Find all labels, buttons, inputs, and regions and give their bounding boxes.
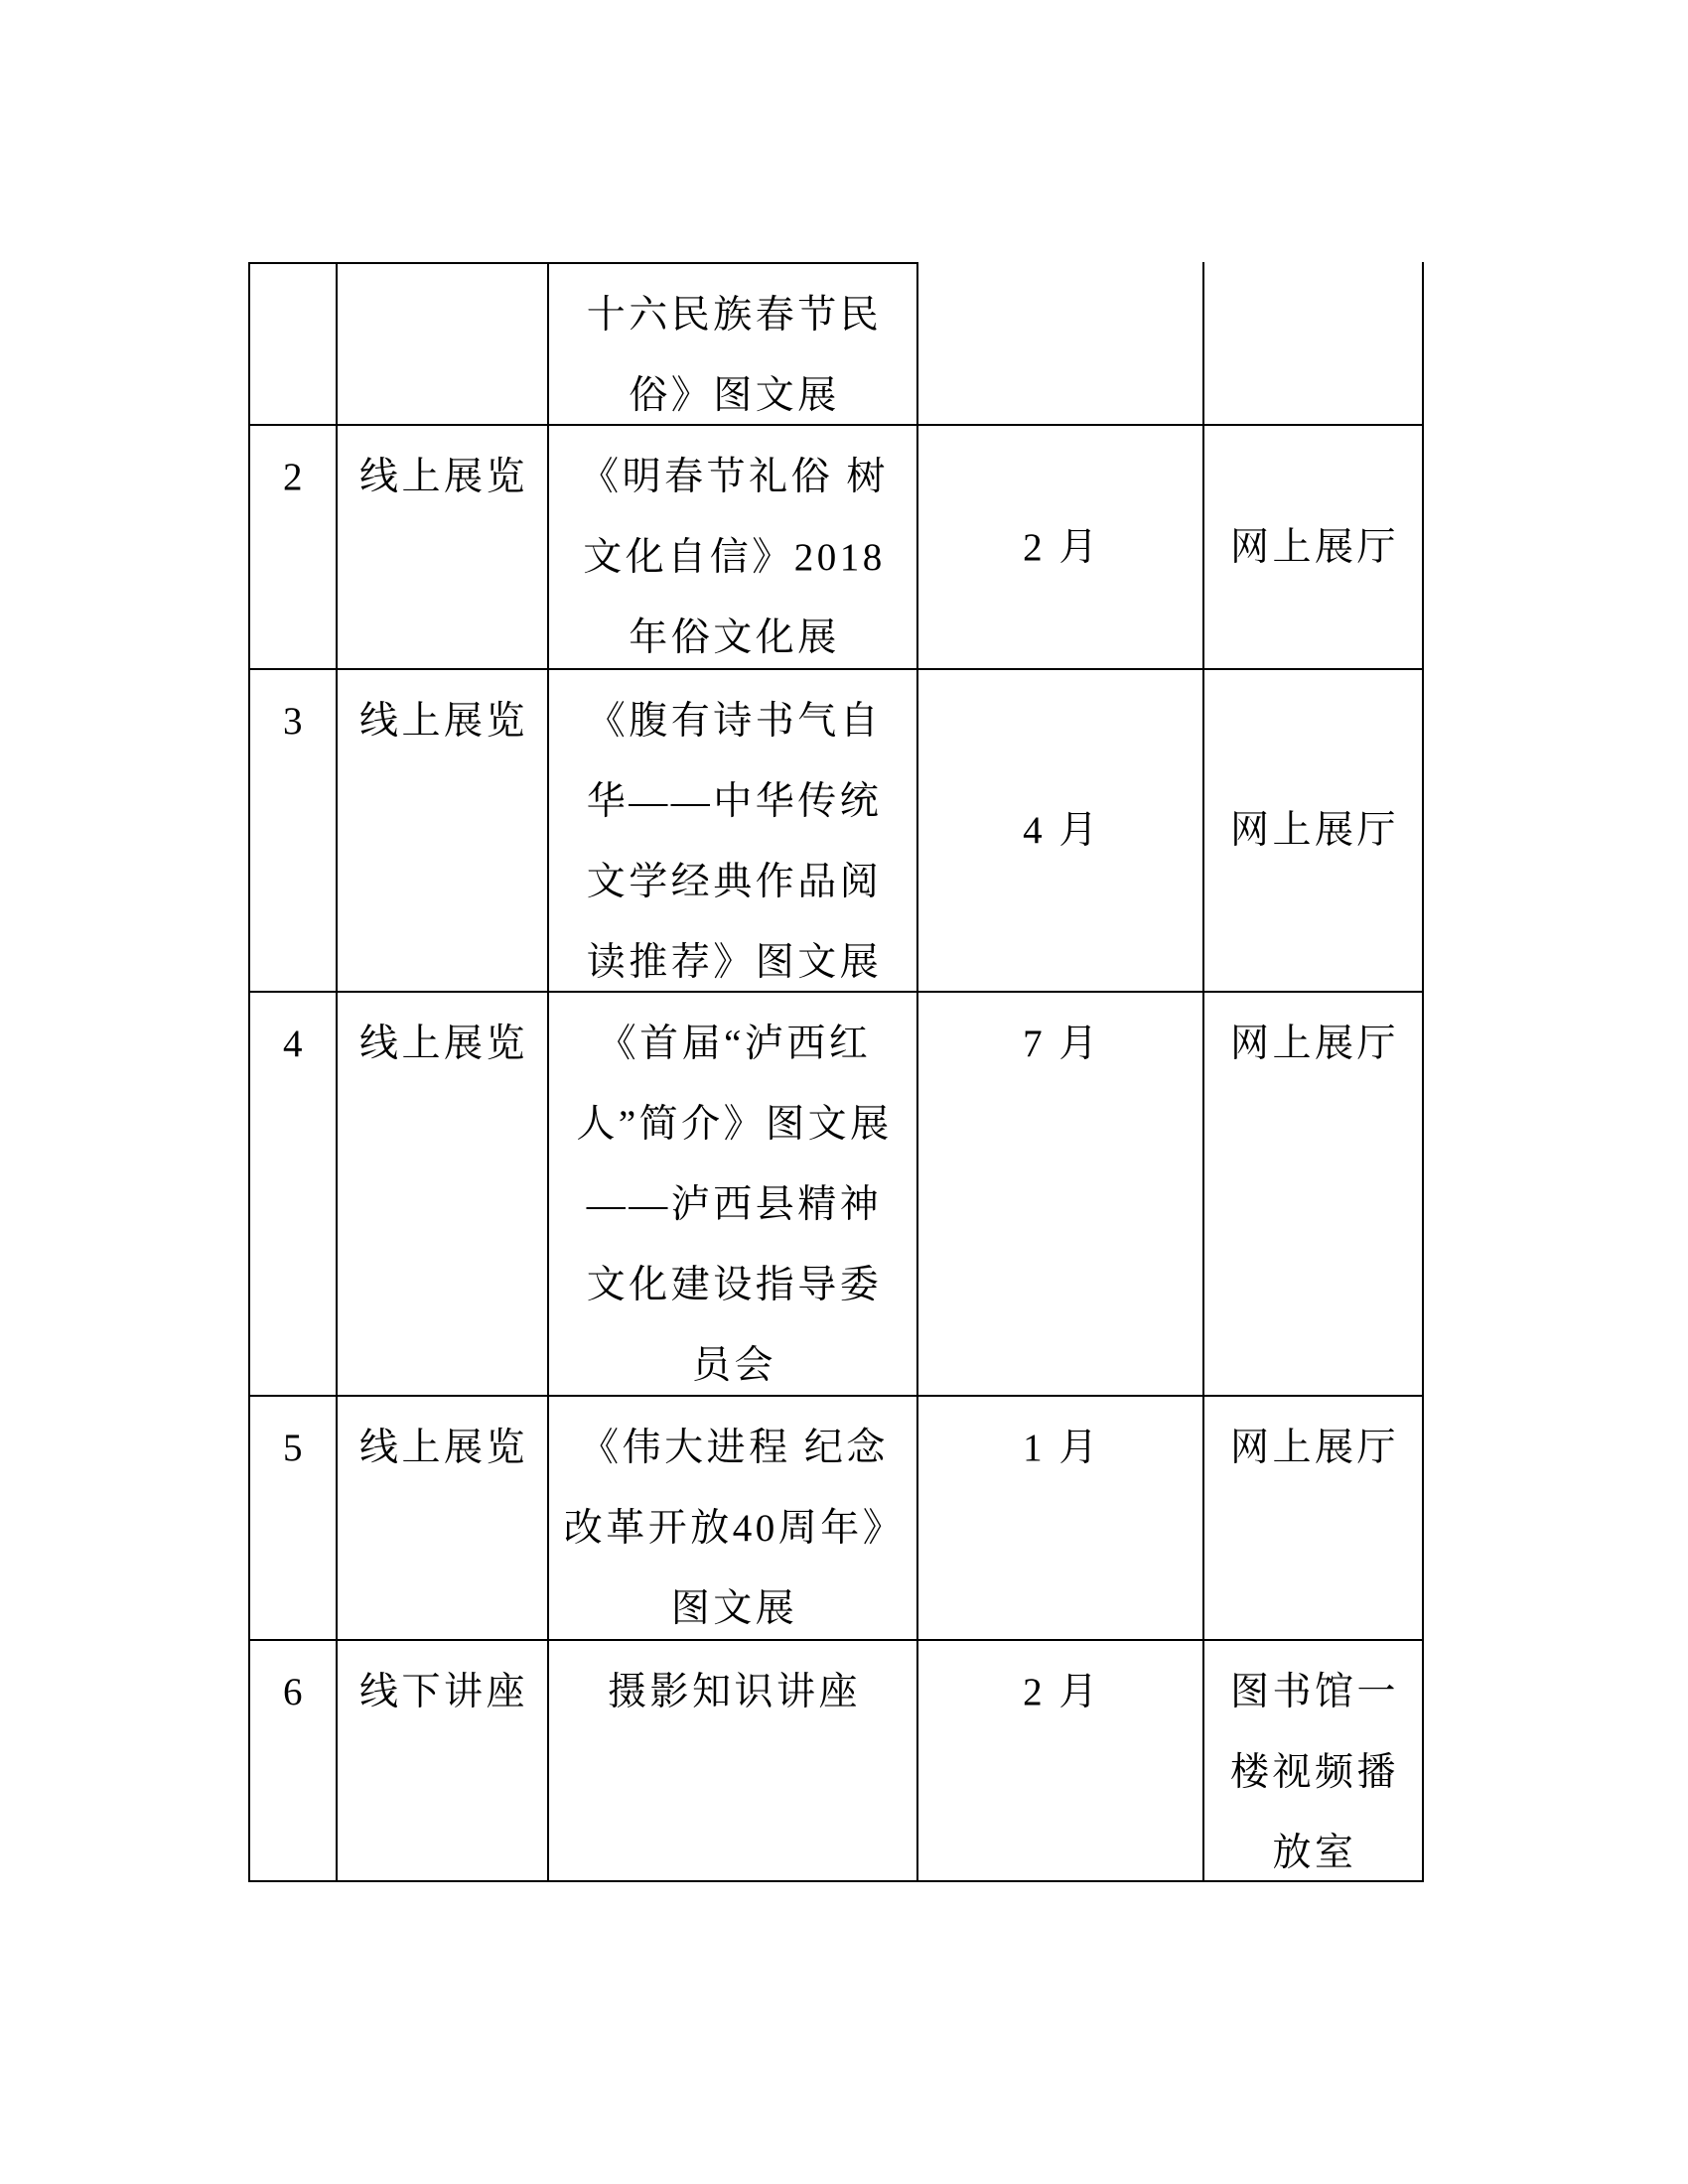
table-cell-title (549, 262, 918, 426)
venue-line: 网上展厅 (1229, 525, 1399, 569)
title-line: 文化自信》2018 (583, 536, 886, 579)
title-line: 年俗文化展 (629, 616, 840, 659)
title-line: 《腹有诗书气自 (586, 700, 883, 743)
table-cell-title (549, 1641, 918, 1882)
table-cell-title (549, 426, 918, 670)
table-cell-no (248, 262, 338, 426)
activity-month: 7 月 (1023, 1023, 1101, 1065)
activity-type: 线下讲座 (358, 1671, 528, 1713)
table-cell-venue (1204, 670, 1424, 993)
venue-line: 放室 (1272, 1832, 1357, 1874)
table-cell-title (549, 993, 918, 1397)
activity-month: 1 月 (1023, 1427, 1101, 1469)
activity-table (248, 262, 1424, 1882)
table-cell-venue (1204, 1641, 1424, 1882)
table-cell-month (918, 670, 1204, 993)
venue-line: 图书馆一 (1229, 1671, 1399, 1713)
table-cell-type (338, 426, 549, 670)
table-cell-venue (1204, 262, 1424, 426)
activity-type: 线上展览 (358, 1023, 528, 1065)
activity-month: 4 月 (1023, 809, 1101, 852)
title-line: 俗》图文展 (629, 374, 840, 417)
row-number: 3 (283, 700, 306, 743)
table-cell-month (918, 426, 1204, 670)
row-number: 5 (283, 1427, 306, 1469)
title-line: 员会 (691, 1344, 776, 1387)
title-line: 十六民族春节民 (586, 294, 883, 337)
title-line: 摄影知识讲座 (607, 1671, 861, 1713)
table-cell-venue (1204, 1397, 1424, 1641)
title-line: ——泸西县精神 (586, 1183, 883, 1226)
table-cell-month (918, 993, 1204, 1397)
table-cell-no (248, 426, 338, 670)
title-line: 文化建设指导委 (586, 1264, 883, 1306)
venue-line: 楼视频播 (1229, 1751, 1399, 1794)
table-cell-type (338, 1641, 549, 1882)
title-line: 人”简介》图文展 (576, 1103, 893, 1146)
venue-line: 网上展厅 (1229, 809, 1399, 852)
venue-line: 网上展厅 (1229, 1023, 1399, 1065)
activity-type: 线上展览 (358, 700, 528, 743)
table-cell-type (338, 670, 549, 993)
title-line: 《伟大进程 纪念 (580, 1427, 889, 1469)
title-line: 《首届“泸西红 (597, 1023, 872, 1065)
table-cell-type (338, 262, 549, 426)
table-cell-title (549, 670, 918, 993)
title-line: 图文展 (670, 1587, 798, 1630)
venue-line: 网上展厅 (1229, 1427, 1399, 1469)
table-cell-no (248, 1641, 338, 1882)
table-cell-month (918, 262, 1204, 426)
table-cell-no (248, 670, 338, 993)
title-line: 读推荐》图文展 (586, 941, 883, 984)
title-line: 《明春节礼俗 树 (580, 456, 889, 498)
activity-month: 2 月 (1023, 1671, 1101, 1713)
table-cell-month (918, 1641, 1204, 1882)
title-line: 华——中华传统 (586, 780, 883, 823)
row-number: 2 (283, 456, 306, 498)
activity-month: 2 月 (1023, 525, 1101, 569)
row-number: 4 (283, 1023, 306, 1065)
table-cell-venue (1204, 993, 1424, 1397)
table-cell-type (338, 993, 549, 1397)
table-cell-no (248, 993, 338, 1397)
table-cell-title (549, 1397, 918, 1641)
table-cell-month (918, 1397, 1204, 1641)
activity-type: 线上展览 (358, 1427, 528, 1469)
row-number: 6 (283, 1671, 306, 1713)
title-line: 文学经典作品阅 (586, 861, 883, 903)
table-cell-venue (1204, 426, 1424, 670)
title-line: 改革开放40周年》 (563, 1507, 906, 1550)
activity-type: 线上展览 (358, 456, 528, 498)
table-cell-type (338, 1397, 549, 1641)
table-cell-no (248, 1397, 338, 1641)
